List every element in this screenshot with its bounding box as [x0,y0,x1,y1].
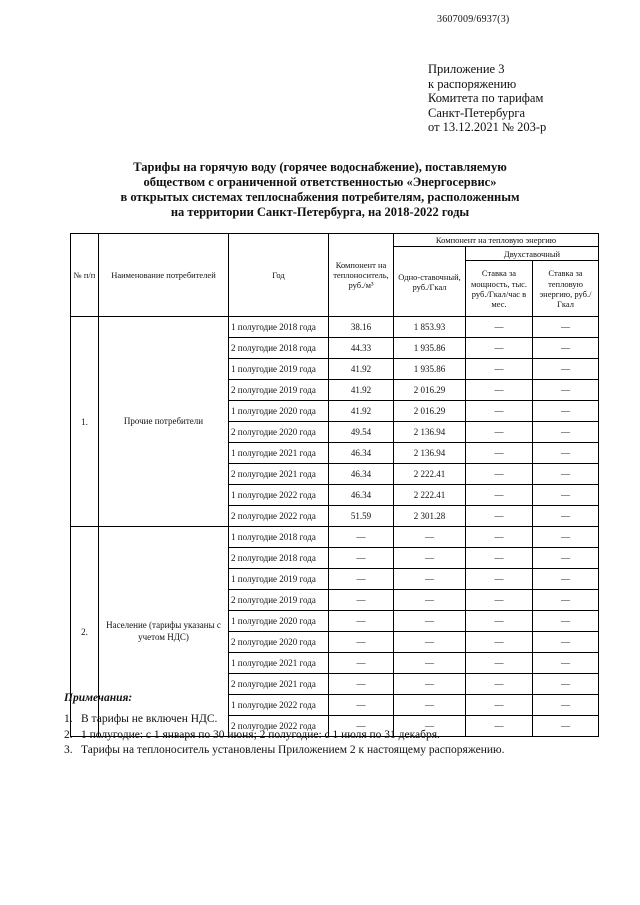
single-rate-value-cell: 2 222.41 [394,485,466,506]
energy-rate-value-cell: — [533,338,599,359]
year-cell: 2 полугодие 2020 года [229,632,329,653]
title-line: на территории Санкт-Петербурга, на 2018-2022 годы [170,205,470,219]
coolant-value-cell: 41.92 [329,380,394,401]
header-year: Год [229,234,329,317]
capacity-rate-value-cell: — [466,632,533,653]
energy-rate-value-cell: — [533,359,599,380]
tariff-table-body [71,317,599,737]
energy-rate-value-cell: — [533,422,599,443]
coolant-value-cell: — [329,653,394,674]
energy-rate-value-cell: — [533,569,599,590]
appendix-line: Санкт-Петербурга [428,105,526,120]
year-cell: 1 полугодие 2019 года [229,359,329,380]
single-rate-value-cell: 2 016.29 [394,380,466,401]
coolant-value-cell: — [329,569,394,590]
energy-rate-value-cell: — [533,590,599,611]
table-row [71,317,599,338]
notes-title: Примечания: [64,692,133,704]
appendix-line: от 13.12.2021 № 203-р [428,120,547,134]
appendix-line: Приложение 3 [428,62,505,76]
header-capacity-rate: Ставка за мощность, тыс. руб./Гкал/час в мес. [466,261,533,317]
coolant-value-cell: 46.34 [329,464,394,485]
capacity-rate-value-cell: — [466,674,533,695]
energy-rate-value-cell: — [533,464,599,485]
year-cell: 2 полугодие 2021 года [229,464,329,485]
appendix-block [428,62,546,135]
year-cell: 2 полугодие 2020 года [229,422,329,443]
year-cell: 1 полугодие 2018 года [229,527,329,548]
single-rate-value-cell: 1 935.86 [394,338,466,359]
energy-rate-value-cell: — [533,443,599,464]
year-cell: 1 полугодие 2020 года [229,611,329,632]
coolant-value-cell: 49.54 [329,422,394,443]
coolant-value-cell: — [329,632,394,653]
capacity-rate-value-cell: — [466,464,533,485]
capacity-rate-value-cell: — [466,338,533,359]
header-heat-energy-component: Компонент на тепловую энергию [394,234,599,247]
energy-rate-value-cell: — [533,653,599,674]
document-title [40,160,600,220]
coolant-value-cell: 38.16 [329,317,394,338]
group-name-cell: Население (тарифы указаны с учетом НДС) [99,527,229,737]
single-rate-value-cell: 2 136.94 [394,443,466,464]
tariff-table [70,233,599,737]
title-line: обществом с ограниченной ответственностью «Энергосервис» [143,175,497,189]
appendix-line: Комитета по тарифам [428,91,544,105]
energy-rate-value-cell: — [533,506,599,527]
single-rate-value-cell: — [394,590,466,611]
coolant-value-cell: — [329,674,394,695]
year-cell: 2 полугодие 2021 года [229,674,329,695]
note-number: 2. [64,728,73,741]
capacity-rate-value-cell: — [466,359,533,380]
year-cell: 1 полугодие 2021 года [229,443,329,464]
note-number: 1. [64,713,73,725]
coolant-value-cell: 41.92 [329,401,394,422]
single-rate-value-cell: — [394,716,466,737]
note-item [64,743,590,759]
header-single-rate: Одно-ставочный, руб./Гкал [394,247,466,317]
capacity-rate-value-cell: — [466,506,533,527]
capacity-rate-value-cell: — [466,422,533,443]
header-num: № п/п [71,234,99,317]
note-text: 1 полугодие: с 1 января по 30 июня; 2 полугодие: с 1 июля по 31 декабря. [81,728,440,741]
group-name-cell: Прочие потребители [99,317,229,527]
note-item [64,728,590,744]
capacity-rate-value-cell: — [466,317,533,338]
appendix-line: к распоряжению [428,76,517,91]
energy-rate-value-cell: — [533,317,599,338]
note-text: В тарифы не включен НДС. [81,713,218,725]
year-cell: 1 полугодие 2020 года [229,401,329,422]
single-rate-value-cell: — [394,527,466,548]
year-cell: 2 полугодие 2018 года [229,548,329,569]
energy-rate-value-cell: — [533,611,599,632]
capacity-rate-value-cell: — [466,401,533,422]
year-cell: 1 полугодие 2019 года [229,569,329,590]
capacity-rate-value-cell: — [466,569,533,590]
single-rate-value-cell: 2 016.29 [394,401,466,422]
energy-rate-value-cell: — [533,716,599,737]
energy-rate-value-cell: — [533,527,599,548]
capacity-rate-value-cell: — [466,695,533,716]
coolant-value-cell: — [329,695,394,716]
coolant-value-cell: 46.34 [329,443,394,464]
capacity-rate-value-cell: — [466,716,533,737]
energy-rate-value-cell: — [533,695,599,716]
capacity-rate-value-cell: — [466,485,533,506]
coolant-value-cell: 51.59 [329,506,394,527]
notes-section [64,692,590,759]
document-number: 3607009/6937(3) [437,14,510,25]
coolant-value-cell: 46.34 [329,485,394,506]
capacity-rate-value-cell: — [466,590,533,611]
capacity-rate-value-cell: — [466,653,533,674]
coolant-value-cell: — [329,611,394,632]
coolant-value-cell: — [329,548,394,569]
year-cell: 2 полугодие 2022 года [229,506,329,527]
header-energy-rate: Ставка за тепловую энергию, руб./Гкал [533,261,599,317]
capacity-rate-value-cell: — [466,548,533,569]
note-item [64,712,590,728]
coolant-value-cell: — [329,527,394,548]
single-rate-value-cell: 2 136.94 [394,422,466,443]
energy-rate-value-cell: — [533,401,599,422]
energy-rate-value-cell: — [533,674,599,695]
year-cell: 1 полугодие 2021 года [229,653,329,674]
coolant-value-cell: 44.33 [329,338,394,359]
capacity-rate-value-cell: — [466,611,533,632]
single-rate-value-cell: — [394,695,466,716]
capacity-rate-value-cell: — [466,380,533,401]
single-rate-value-cell: — [394,653,466,674]
year-cell: 1 полугодие 2018 года [229,317,329,338]
header-consumer-name: Наименование потребителей [99,234,229,317]
coolant-value-cell: — [329,716,394,737]
header-two-rate: Двухставочный [466,247,599,261]
capacity-rate-value-cell: — [466,527,533,548]
energy-rate-value-cell: — [533,485,599,506]
energy-rate-value-cell: — [533,548,599,569]
energy-rate-value-cell: — [533,632,599,653]
coolant-value-cell: 41.92 [329,359,394,380]
capacity-rate-value-cell: — [466,443,533,464]
single-rate-value-cell: — [394,632,466,653]
header-coolant-component: Компонент на теплоноситель, руб./м³ [329,234,394,317]
single-rate-value-cell: 2 301.28 [394,506,466,527]
single-rate-value-cell: — [394,674,466,695]
group-number-cell: 1. [71,317,99,527]
single-rate-value-cell: — [394,611,466,632]
year-cell: 2 полугодие 2018 года [229,338,329,359]
single-rate-value-cell: — [394,569,466,590]
group-number-cell: 2. [71,527,99,737]
single-rate-value-cell: 1 853.93 [394,317,466,338]
title-line: в открытых системах теплоснабжения потребителям, расположенным [120,190,520,204]
table-row [71,527,599,548]
table-header [71,234,599,317]
coolant-value-cell: — [329,590,394,611]
note-number: 3. [64,744,73,756]
single-rate-value-cell: 2 222.41 [394,464,466,485]
year-cell: 2 полугодие 2019 года [229,380,329,401]
year-cell: 2 полугодие 2019 года [229,590,329,611]
year-cell: 2 полугодие 2022 года [229,716,329,737]
note-text: Тарифы на теплоноситель установлены Приложением 2 к настоящему распоряжению. [81,744,505,756]
energy-rate-value-cell: — [533,380,599,401]
year-cell: 1 полугодие 2022 года [229,695,329,716]
year-cell: 1 полугодие 2022 года [229,485,329,506]
title-line: Тарифы на горячую воду (горячее водоснабжение), поставляемую [133,160,507,174]
single-rate-value-cell: 1 935.86 [394,359,466,380]
single-rate-value-cell: — [394,548,466,569]
